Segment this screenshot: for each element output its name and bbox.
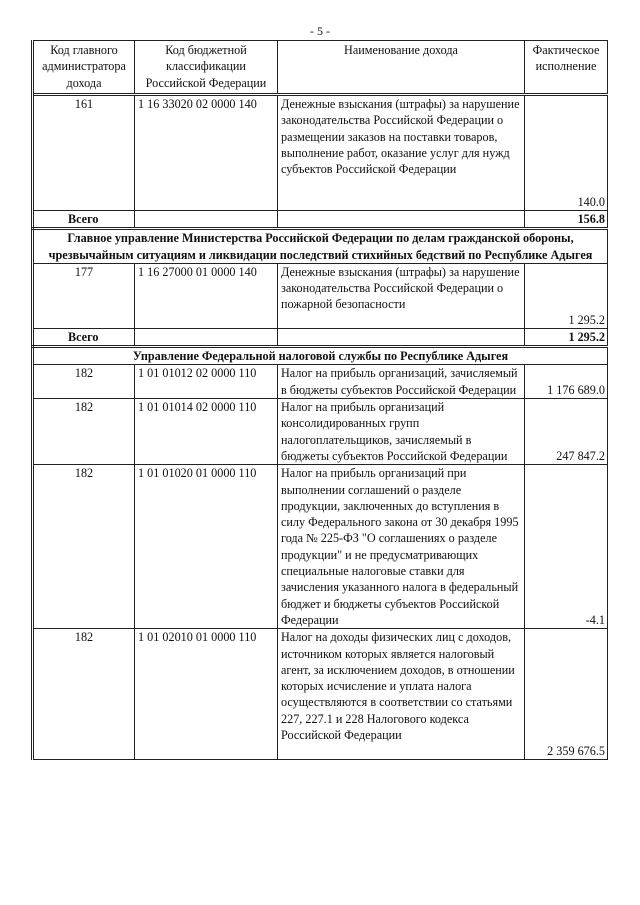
- admin-code-cell: 182: [33, 629, 135, 760]
- admin-code-cell: 177: [33, 263, 135, 328]
- table-row: [33, 365, 608, 399]
- section-title: Управление Федеральной налоговой службы по Республике Адыгея: [33, 347, 608, 365]
- total-amount: 156.8: [525, 211, 608, 229]
- amount-cell: 140.0: [525, 95, 608, 211]
- header-admin-code: Код главного администратора дохода: [33, 41, 135, 95]
- budget-code-cell: 1 01 01014 02 0000 110: [135, 399, 278, 465]
- amount-cell: -4.1: [525, 465, 608, 629]
- empty-cell: [135, 328, 278, 346]
- budget-code-cell: 1 01 01012 02 0000 110: [135, 365, 278, 399]
- budget-code-cell: 1 01 01020 01 0000 110: [135, 465, 278, 629]
- revenue-name-cell: Денежные взыскания (штрафы) за нарушение законодательства Российской Федерации о размещении заказов на поставки товаров, выполнение работ, оказание услуг для нужд субъектов Российской Федерации: [278, 95, 525, 211]
- table-row: [33, 263, 608, 328]
- empty-cell: [278, 211, 525, 229]
- revenue-name-cell: Налог на доходы физических лиц с доходов, источником которых является налоговый агент, за исключением доходов, в отношении которых исчисление и уплата налога осуществляются в соответствии со статьями 227, 227.1 и 228 Налогового кодекса Российской Федерации: [278, 629, 525, 760]
- header-budget-code: Код бюджетной классификации Российской Федерации: [135, 41, 278, 95]
- header-revenue-name: Наименование дохода: [278, 41, 525, 95]
- amount-cell: 1 176 689.0: [525, 365, 608, 399]
- table-row: [33, 465, 608, 629]
- table-row: [33, 629, 608, 760]
- total-amount: 1 295.2: [525, 328, 608, 346]
- revenue-name-cell: Налог на прибыль организаций, зачисляемый в бюджеты субъектов Российской Федерации: [278, 365, 525, 399]
- admin-code-cell: 161: [33, 95, 135, 211]
- revenue-name-cell: Налог на прибыль организаций консолидированных групп налогоплательщиков, зачисляемый в бюджеты субъектов Российской Федерации: [278, 399, 525, 465]
- total-row: [33, 328, 608, 346]
- total-label: Всего: [33, 328, 135, 346]
- budget-code-cell: 1 01 02010 01 0000 110: [135, 629, 278, 760]
- header-actual-amount: Фактическое исполнение: [525, 41, 608, 95]
- revenue-name-cell: Денежные взыскания (штрафы) за нарушение законодательства Российской Федерации о пожарной безопасности: [278, 263, 525, 328]
- table-header-row: [33, 41, 608, 95]
- section-header-row: [33, 229, 608, 264]
- amount-cell: 1 295.2: [525, 263, 608, 328]
- amount-cell: 247 847.2: [525, 399, 608, 465]
- section-header-row: [33, 347, 608, 365]
- empty-cell: [135, 211, 278, 229]
- amount-cell: 2 359 676.5: [525, 629, 608, 760]
- budget-code-cell: 1 16 33020 02 0000 140: [135, 95, 278, 211]
- table-row: [33, 399, 608, 465]
- total-row: [33, 211, 608, 229]
- admin-code-cell: 182: [33, 465, 135, 629]
- budget-code-cell: 1 16 27000 01 0000 140: [135, 263, 278, 328]
- admin-code-cell: 182: [33, 365, 135, 399]
- revenue-name-cell: Налог на прибыль организаций при выполнении соглашений о разделе продукции, заключенных до вступления в силу Федерального закона от 30 декабря 1995 года № 225-ФЗ "О соглашениях о разделе продукции" и не предусматривающих специальные налоговые ставки для зачисления указанного налога в федеральный бюджет и бюджеты субъектов Российской Федерации: [278, 465, 525, 629]
- section-title: Главное управление Министерства Российской Федерации по делам гражданской обороны, чрезвычайным ситуациям и ликвидации последствий стихийных бедствий по Республике Адыгея: [33, 229, 608, 264]
- total-label: Всего: [33, 211, 135, 229]
- admin-code-cell: 182: [33, 399, 135, 465]
- empty-cell: [278, 328, 525, 346]
- page-number: - 5 -: [310, 24, 330, 38]
- table-row: [33, 95, 608, 211]
- revenue-table: [31, 40, 608, 760]
